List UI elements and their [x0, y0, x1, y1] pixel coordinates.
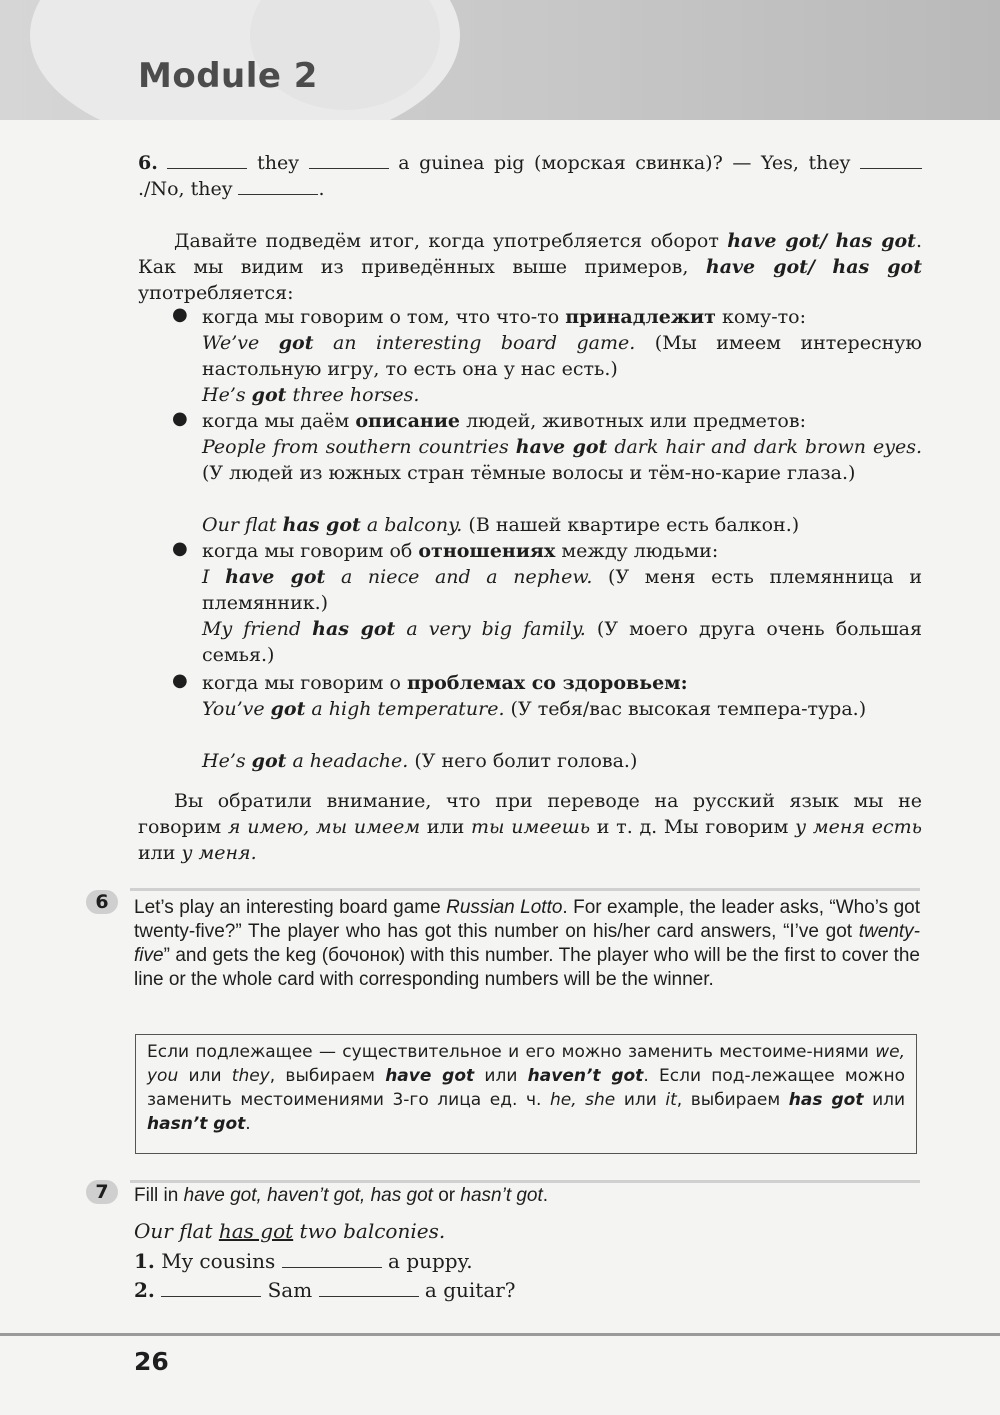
example-balcony	[202, 512, 922, 538]
summary-paragraph	[138, 228, 922, 306]
note-text: и т. д. Мы говорим	[596, 816, 789, 838]
example-text: a very big family.	[406, 618, 586, 640]
example-answer: has got	[218, 1219, 294, 1243]
summary-term: have got/	[727, 230, 828, 252]
example-headache	[202, 748, 922, 774]
exercise-6-instructions	[134, 896, 920, 992]
bullet-text: между людьми:	[561, 540, 719, 562]
bullet-text: когда мы говорим о	[202, 672, 401, 694]
example-text: a niece and a nephew.	[340, 566, 593, 588]
example-translation: (У меня есть племянница и племянник.)	[202, 566, 923, 614]
rule-text: , выбираем	[676, 1090, 781, 1110]
rule-form: hasn’t got	[147, 1114, 246, 1134]
example-translation: (У него болит голова.)	[414, 750, 638, 772]
rule-text: . Если под-лежащее можно заменить местоимениями 3-го лица ед. ч.	[147, 1066, 905, 1110]
answer-blank	[309, 150, 389, 169]
grammar-rule-text	[147, 1040, 905, 1136]
exercise-7-example	[134, 1218, 920, 1244]
translation-note	[138, 788, 922, 866]
answer-blank	[282, 1249, 382, 1268]
example-text: a high temperature.	[311, 698, 505, 720]
question-text: they	[257, 152, 299, 174]
example-board-game	[202, 330, 922, 382]
summary-text: употребляется:	[138, 282, 294, 304]
module-title: Module 2	[138, 56, 318, 96]
rule-form: has got	[788, 1090, 864, 1110]
rule-pronoun: it	[665, 1090, 677, 1110]
bullet-marker: ●	[172, 304, 188, 325]
bullet-keyword: отношениях	[418, 540, 556, 562]
page-header	[0, 0, 1000, 120]
note-phrase: я имею, мы имеем	[227, 816, 421, 838]
exercise-text: .	[542, 1185, 549, 1206]
item-number: 1.	[134, 1249, 155, 1273]
example-temperature	[202, 696, 922, 722]
rule-text: или	[188, 1066, 222, 1086]
rule-pronoun: they	[231, 1066, 270, 1086]
answer-blank	[238, 176, 318, 195]
exercise-italic: hasn’t got	[460, 1185, 543, 1206]
rule-pronoun: we, you	[147, 1042, 906, 1086]
item-text: Sam	[267, 1278, 313, 1302]
item-text: a guitar?	[424, 1278, 516, 1302]
example-translation: (У тебя/вас высокая темпера-тура.)	[510, 698, 867, 720]
example-text: a balcony.	[366, 514, 463, 536]
item-text: a puppy.	[388, 1249, 473, 1273]
question-text: .	[318, 178, 325, 200]
exercise-number-badge: 7	[86, 1180, 118, 1204]
bullet-keyword: проблемах со здоровьем:	[406, 672, 688, 694]
example-text: dark hair and dark brown eyes.	[614, 436, 922, 458]
bullet-text: когда мы говорим об	[202, 540, 413, 562]
exercise-italic: have got, haven’t got, has got	[183, 1185, 433, 1206]
bullet-marker: ●	[172, 538, 188, 559]
example-text: People from southern countries	[202, 436, 509, 458]
exercise-italic: twenty-five	[134, 921, 920, 966]
rule-text: .	[245, 1114, 251, 1134]
note-phrase: у меня есть	[795, 816, 922, 838]
bullet-keyword: описание	[355, 410, 461, 432]
example-keyword: got	[270, 698, 306, 720]
example-horses	[202, 382, 922, 408]
page-number: 26	[134, 1347, 169, 1376]
answer-blank	[161, 1278, 261, 1297]
bullet-text: когда мы говорим о том, что что-то	[202, 306, 560, 328]
summary-term: has got	[832, 256, 923, 278]
example-niece-nephew	[202, 564, 922, 616]
bullet-text: людей, животных или предметов:	[466, 410, 806, 432]
bullet-marker: ●	[172, 670, 188, 691]
example-keyword: got	[278, 332, 314, 354]
summary-term: have got/	[705, 256, 815, 278]
rule-text: или	[872, 1090, 906, 1110]
rule-pronoun: he, she	[549, 1090, 616, 1110]
example-text: I	[202, 566, 210, 588]
question-text: a guinea pig (морская свинка)? — Yes,	[398, 152, 799, 174]
example-translation: (Мы имеем интересную настольную игру, то есть она у нас есть.)	[202, 332, 922, 380]
rule-form: have got	[385, 1066, 475, 1086]
example-text: Our flat	[202, 514, 277, 536]
answer-blank	[319, 1278, 419, 1297]
example-text: You’ve	[202, 698, 265, 720]
example-keyword: have got	[515, 436, 608, 458]
note-text: или	[138, 842, 176, 864]
example-text: two balconies.	[299, 1219, 446, 1243]
item-text: My cousins	[161, 1249, 276, 1273]
example-translation: (У моего друга очень большая семья.)	[202, 618, 922, 666]
example-big-family	[202, 616, 922, 668]
example-translation: (У людей из южных стран тёмные волосы и тём-но-карие глаза.)	[202, 462, 856, 484]
summary-text: . Как мы видим из приведённых выше примеров,	[138, 230, 922, 278]
bullet-text: когда мы даём	[202, 410, 350, 432]
question-text: ./No, they	[138, 178, 233, 200]
exercise-7-instructions	[134, 1184, 920, 1208]
example-text: an interesting board game.	[332, 332, 636, 354]
rule-text: Если подлежащее — существительное и его можно заменить местоиме-ниями	[147, 1042, 869, 1062]
summary-text: Давайте подведём итог, когда употребляется оборот	[174, 230, 719, 252]
rule-text: или	[484, 1066, 518, 1086]
question-number: 6.	[138, 152, 158, 174]
exercise-divider	[130, 1180, 920, 1183]
bullet-relationships	[202, 538, 922, 564]
example-text: He’s	[202, 384, 246, 406]
exercise-text: Let’s play an interesting board game	[134, 897, 441, 918]
note-text: Вы обратили внимание, что при переводе на русский язык мы не говорим	[138, 790, 922, 838]
bullet-keyword: принадлежит	[565, 306, 716, 328]
bullet-possession	[202, 304, 922, 330]
example-text: My friend	[202, 618, 302, 640]
example-keyword: has got	[312, 618, 396, 640]
bullet-text: кому-то:	[721, 306, 807, 328]
note-phrase: у меня.	[181, 842, 257, 864]
example-text: a headache.	[292, 750, 409, 772]
exercise-divider	[130, 888, 920, 891]
rule-form: haven’t got	[527, 1066, 644, 1086]
exercise-text: or	[438, 1185, 456, 1206]
answer-blank	[860, 150, 922, 169]
exercise-text: ” and gets the keg (бочонок) with this number. The player who will be the first to cover the line or the whole card with corresponding numbers will be the winner.	[134, 945, 920, 990]
example-keyword: got	[251, 384, 287, 406]
example-text: three horses.	[292, 384, 420, 406]
example-southern-countries	[202, 434, 922, 486]
exercise-number-badge: 6	[86, 890, 118, 914]
note-phrase: ты имеешь	[471, 816, 591, 838]
summary-term: has got	[835, 230, 916, 252]
bullet-description	[202, 408, 922, 434]
example-translation: (В нашей квартире есть балкон.)	[468, 514, 800, 536]
exercise-7-item-2	[134, 1277, 920, 1303]
exercise-text: Fill in	[134, 1185, 179, 1206]
example-text: Our flat	[134, 1219, 213, 1243]
answer-blank	[167, 150, 247, 169]
rule-text: , выбираем	[269, 1066, 375, 1086]
example-text: We’ve	[202, 332, 260, 354]
bullet-health	[202, 670, 922, 696]
rule-text: или	[623, 1090, 657, 1110]
exercise-7-item-1	[134, 1248, 920, 1274]
footer-divider	[0, 1333, 1000, 1336]
bullet-marker: ●	[172, 408, 188, 429]
note-text: или	[426, 816, 465, 838]
item-number: 2.	[134, 1278, 155, 1302]
question-6	[138, 150, 922, 202]
example-keyword: has got	[282, 514, 361, 536]
exercise-italic: Russian Lotto	[446, 897, 563, 918]
question-text: they	[808, 152, 851, 174]
exercise-text: . For example, the leader asks, “Who’s got twenty-five?” The player who has got this number on his/her card answers, “I’ve got	[134, 897, 920, 942]
example-keyword: have got	[225, 566, 326, 588]
example-keyword: got	[251, 750, 287, 772]
example-text: He’s	[202, 750, 246, 772]
